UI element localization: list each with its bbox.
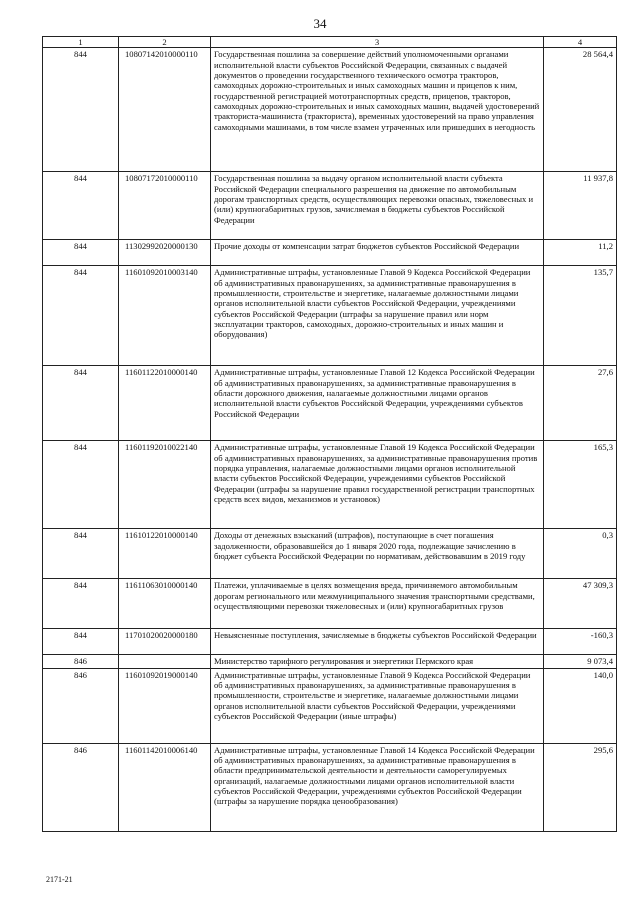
income-name-cell: Государственная пошлина за выдачу органом исполнительной власти субъекта Российской Федерации специального разрешения на движение по автомобильным дорогам транспортных средств, осуществляющих перевозки опасных, тяжеловесных и (или) крупногабаритных грузов, зачисляемая в бюджеты субъектов Российской Федерации: [211, 172, 544, 240]
column-number: 4: [544, 37, 617, 48]
table-row: [43, 579, 617, 629]
budget-code-cell: 11601122010000140: [119, 366, 211, 441]
amount-cell: 28 564,4: [544, 48, 617, 172]
amount-cell: 140,0: [544, 668, 617, 743]
table-row: [43, 266, 617, 366]
table-row: [43, 366, 617, 441]
admin-code-cell: 846: [43, 668, 119, 743]
amount-cell: -160,3: [544, 629, 617, 655]
table-row: [43, 529, 617, 579]
table-row: [43, 441, 617, 529]
admin-code-cell: 844: [43, 579, 119, 629]
budget-code-cell: 11601142010006140: [119, 743, 211, 831]
budget-code-cell: 11611063010000140: [119, 579, 211, 629]
table-row: [43, 743, 617, 831]
admin-code-cell: 844: [43, 629, 119, 655]
income-name-cell: Невыясненные поступления, зачисляемые в бюджеты субъектов Российской Федерации: [211, 629, 544, 655]
income-name-cell: Административные штрафы, установленные Главой 12 Кодекса Российской Федерации об административных правонарушениях, за административные правонарушения в области дорожного движения, налагаемые должностными лицами органов исполнительной власти субъектов Российской Федерации, учреждениями субъектов Российской Федерации: [211, 366, 544, 441]
budget-code-cell: 11302992020000130: [119, 240, 211, 266]
column-number-row: [43, 37, 617, 48]
table-row: [43, 240, 617, 266]
amount-cell: 47 309,3: [544, 579, 617, 629]
amount-cell: 11,2: [544, 240, 617, 266]
income-name-cell: Административные штрафы, установленные Главой 9 Кодекса Российской Федерации об административных правонарушениях, за административные правонарушения в промышленности, строительстве и энергетике, налагаемые должностными лицами органов исполнительной власти субъектов Российской Федерации, учреждениями субъектов Российской Федерации (иные штрафы): [211, 668, 544, 743]
amount-cell: 0,3: [544, 529, 617, 579]
column-number: 2: [119, 37, 211, 48]
amount-cell: 11 937,8: [544, 172, 617, 240]
admin-code-cell: 846: [43, 743, 119, 831]
document-code: 2171-21: [46, 875, 73, 884]
page-number: 34: [313, 16, 327, 31]
admin-code-cell: 844: [43, 266, 119, 366]
amount-cell: 295,6: [544, 743, 617, 831]
budget-code-cell: 11610122010000140: [119, 529, 211, 579]
table-row: [43, 172, 617, 240]
income-name-cell: Прочие доходы от компенсации затрат бюджетов субъектов Российской Федерации: [211, 240, 544, 266]
income-name-cell: Государственная пошлина за совершение действий уполномоченными органами исполнительной власти субъектов Российской Федерации, связанных с выдачей документов о проведении государственного технического осмотра тракторов, самоходных дорожно-строительных и иных самоходных машин и прицепов к ним, государственной регистрацией мототранспортных средств, прицепов, тракторов, самоходных дорожно-строительных и иных самоходных машин, выдачей удостоверений тракториста-машиниста (тракториста), временных удостоверений на право управления самоходными машинами, в том числе взамен утраченных или пришедших в негодность: [211, 48, 544, 172]
budget-code-cell: 10807172010000110: [119, 172, 211, 240]
admin-code-cell: 844: [43, 366, 119, 441]
budget-code-cell: 11601092019000140: [119, 668, 211, 743]
admin-code-cell: 846: [43, 655, 119, 668]
amount-cell: 135,7: [544, 266, 617, 366]
income-name-cell: Министерство тарифного регулирования и энергетики Пермского края: [211, 655, 544, 668]
admin-code-cell: 844: [43, 240, 119, 266]
revenue-table: [42, 36, 617, 832]
budget-code-cell: 11601092010003140: [119, 266, 211, 366]
table-row: [43, 48, 617, 172]
column-number: 1: [43, 37, 119, 48]
income-name-cell: Платежи, уплачиваемые в целях возмещения вреда, причиняемого автомобильным дорогам регионального или межмуниципального значения транспортными средствами, осуществляющими перевозки тяжеловесных и (или) крупногабаритных грузов: [211, 579, 544, 629]
income-name-cell: Административные штрафы, установленные Главой 9 Кодекса Российской Федерации об административных правонарушениях, за административные правонарушения в промышленности, строительстве и энергетике, налагаемые должностными лицами органов исполнительной власти субъектов Российской Федерации, учреждениями субъектов Российской Федерации (штрафы за нарушение правил или норм эксплуатации тракторов, самоходных, дорожно-строительных и иных машин и оборудования): [211, 266, 544, 366]
income-name-cell: Доходы от денежных взысканий (штрафов), поступающие в счет погашения задолженности, образовавшейся до 1 января 2020 года, подлежащие зачислению в бюджет субъекта Российской Федерации по нормативам, действовавшим в 2019 году: [211, 529, 544, 579]
amount-cell: 9 073,4: [544, 655, 617, 668]
admin-code-cell: 844: [43, 172, 119, 240]
column-number: 3: [211, 37, 544, 48]
admin-code-cell: 844: [43, 529, 119, 579]
admin-code-cell: 844: [43, 441, 119, 529]
budget-code-cell: 10807142010000110: [119, 48, 211, 172]
table-row: [43, 668, 617, 743]
budget-code-cell: 11701020020000180: [119, 629, 211, 655]
income-name-cell: Административные штрафы, установленные Главой 14 Кодекса Российской Федерации об административных правонарушениях, за административные правонарушения в области предпринимательской деятельности и деятельности саморегулируемых организаций, налагаемые должностными лицами органов исполнительной власти субъектов Российской Федерации, учреждениями субъектов Российской Федерации (штрафы за нарушение порядка ценообразования): [211, 743, 544, 831]
budget-code-cell: [119, 655, 211, 668]
table-row: [43, 655, 617, 668]
table-row: [43, 629, 617, 655]
amount-cell: 27,6: [544, 366, 617, 441]
budget-code-cell: 11601192010022140: [119, 441, 211, 529]
income-name-cell: Административные штрафы, установленные Главой 19 Кодекса Российской Федерации об административных правонарушениях, за административные правонарушения против порядка управления, налагаемые должностными лицами органов исполнительной власти субъектов Российской Федерации, учреждениями субъектов Российской Федерации (штрафы за нарушение правил государственной регистрации транспортных средств всех видов, механизмов и установок): [211, 441, 544, 529]
admin-code-cell: 844: [43, 48, 119, 172]
amount-cell: 165,3: [544, 441, 617, 529]
